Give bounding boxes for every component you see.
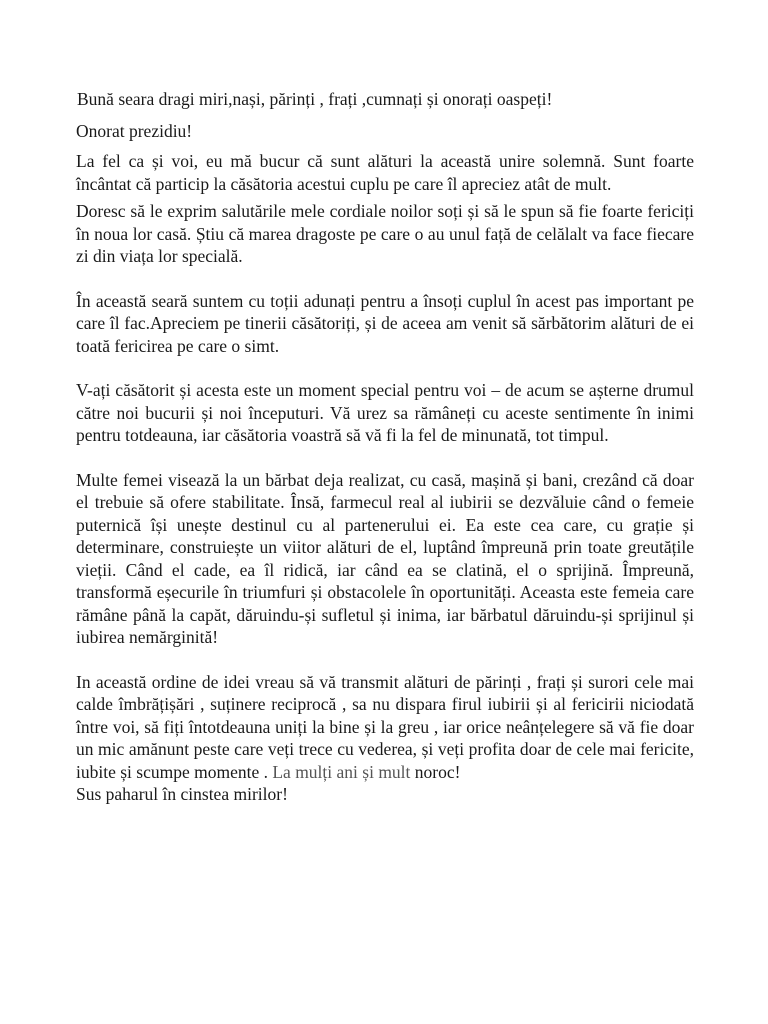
presidium-line: Onorat prezidiu! — [76, 120, 193, 141]
paragraph-5: Multe femei visează la un bărbat deja realizat, cu casă, mașină și bani, crezând că doar el trebuie să ofere stabilitate. Însă, farmecul real al iubirii se dezvăluie când o femeie puternică își unește destinul cu al partenerului ei. Ea este cea care, cu grație și determinare, construiește un viitor alături de el, luptând împreună prin toate greutățile vieții. Când el cade, ea îl ridică, iar când ea se clatină, el o sprijină. Împreună, transformă eșecurile în triumfuri și obstacolele în oportunități. Aceasta este femeia care rămâne până la capăt, dăruindu-și sufletul și inima, iar bărbatul dăruindu-și sprijinul și iubirea nemărginită! — [76, 469, 694, 647]
closing-end: noroc! — [410, 761, 461, 782]
toast-line: Sus paharul în cinstea mirilor! — [76, 784, 288, 804]
paragraph-3: În această seară suntem cu toții adunați pentru a însoți cuplul în acest pas important pe care îl fac.Apreciem pe tinerii căsătoriți, și de aceea am venit să sărbătorim alături de ei toată fericirea pe care o simt. — [76, 290, 694, 356]
paragraph-2: Doresc să le exprim salutările mele cordiale noilor soți și să le spun să fie foarte fericiți în noua lor casă. Știu că marea dragoste pe care o au unul față de celălalt va face fiecare zi din viața lor specială. — [76, 201, 694, 266]
greeting-line: Bună seara dragi miri,nași, părinți , frați ,cumnați și onorați oaspeți! — [77, 89, 553, 109]
speech-document — [76, 88, 694, 806]
paragraph-1: La fel ca și voi, eu mă bucur că sunt alături la această unire solemnă. Sunt foarte încântat că particip la căsătoria acestui cuplu pe care îl apreciez atât de mult. — [76, 151, 694, 194]
closing-text: In această ordine de idei vreau să vă transmit alături de părinți , frați și surori cele mai calde îmbrățișări , suținere reciprocă , sa nu dispara firul iubirii și al fericirii niciodată între voi, să fiți întotdeauna uniți la bine și la greu , iar orice neânțelegere să vă fie doar un mic amănunt peste care veți trece cu vederea, și veți profita doar de cele mai fericite, iubite și scumpe momente . — [76, 671, 694, 782]
paragraph-4: V-ați căsătorit și acesta este un moment special pentru voi – de acum se așterne drumul către noi bucurii și noi începuturi. Vă urez sa rămâneți cu aceste sentimente în inimi pentru totdeauna, iar căsătoria voastră să vă fi la fel de minunată, tot timpul. — [76, 380, 694, 445]
closing-highlight: La mulți ani și mult — [272, 761, 411, 782]
closing-paragraph — [76, 671, 694, 784]
